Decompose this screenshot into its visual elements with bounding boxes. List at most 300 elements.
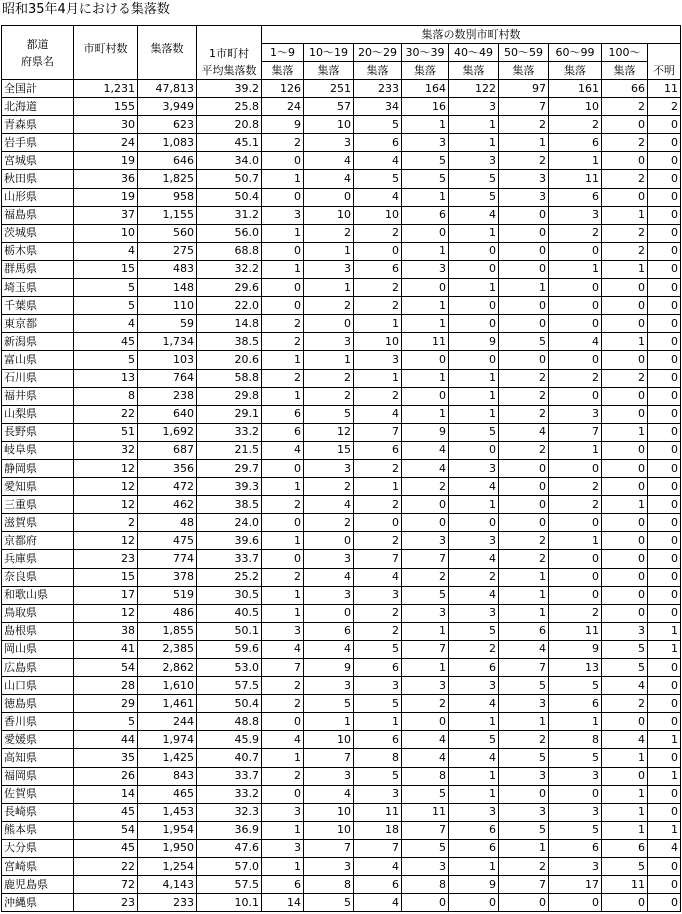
value-cell: 5 <box>304 695 354 713</box>
table-row <box>2 858 681 876</box>
value-cell: 0 <box>499 260 549 278</box>
value-cell: 23 <box>74 894 138 912</box>
value-cell: 1 <box>602 206 648 224</box>
value-cell: 2 <box>354 622 402 640</box>
prefecture-name-cell: 岩手県 <box>2 134 74 152</box>
table-row <box>2 821 681 839</box>
value-cell: 0 <box>648 568 681 586</box>
prefecture-name-cell: 埼玉県 <box>2 279 74 297</box>
value-cell: 623 <box>138 116 197 134</box>
value-cell: 0 <box>648 550 681 568</box>
value-cell: 0 <box>499 351 549 369</box>
value-cell: 12 <box>74 478 138 496</box>
value-cell: 1 <box>304 242 354 260</box>
value-cell: 1,950 <box>138 839 197 857</box>
value-cell: 4 <box>262 731 304 749</box>
value-cell: 0 <box>648 695 681 713</box>
header-municipalities: 市町村数 <box>74 26 138 80</box>
value-cell: 0 <box>648 459 681 477</box>
value-cell: 2 <box>354 459 402 477</box>
value-cell: 7 <box>354 423 402 441</box>
value-cell: 7 <box>499 98 549 116</box>
table-row <box>2 315 681 333</box>
table-row <box>2 405 681 423</box>
header-bin-unit: 集落 <box>262 62 304 80</box>
value-cell: 0 <box>648 170 681 188</box>
value-cell: 6 <box>354 441 402 459</box>
value-cell: 5 <box>354 640 402 658</box>
value-cell: 5 <box>602 659 648 677</box>
table-row <box>2 514 681 532</box>
value-cell: 1 <box>402 622 449 640</box>
value-cell: 17 <box>549 876 602 894</box>
table-row <box>2 713 681 731</box>
value-cell: 5 <box>354 170 402 188</box>
value-cell: 5 <box>402 152 449 170</box>
value-cell: 2 <box>354 224 402 242</box>
value-cell: 1 <box>402 369 449 387</box>
value-cell: 12 <box>74 532 138 550</box>
value-cell: 0 <box>402 496 449 514</box>
value-cell: 2 <box>499 550 549 568</box>
value-cell: 1 <box>602 496 648 514</box>
value-cell: 0 <box>602 514 648 532</box>
value-cell: 1,734 <box>138 333 197 351</box>
value-cell: 6 <box>549 839 602 857</box>
value-cell: 2 <box>602 695 648 713</box>
value-cell: 3 <box>449 98 499 116</box>
value-cell: 9 <box>304 659 354 677</box>
value-cell: 2 <box>449 640 499 658</box>
value-cell: 3 <box>499 695 549 713</box>
value-cell: 4 <box>449 749 499 767</box>
value-cell: 3 <box>449 152 499 170</box>
value-cell: 0 <box>648 532 681 550</box>
value-cell: 5 <box>499 749 549 767</box>
value-cell: 2 <box>304 387 354 405</box>
value-cell: 7 <box>402 640 449 658</box>
value-cell: 10 <box>354 333 402 351</box>
value-cell: 1 <box>648 622 681 640</box>
value-cell: 0 <box>648 423 681 441</box>
value-cell: 50.1 <box>197 622 262 640</box>
table-row <box>2 441 681 459</box>
value-cell: 32.2 <box>197 260 262 278</box>
value-cell: 843 <box>138 767 197 785</box>
value-cell: 1 <box>499 568 549 586</box>
prefecture-name-cell: 茨城県 <box>2 224 74 242</box>
value-cell: 45.9 <box>197 731 262 749</box>
value-cell: 4,143 <box>138 876 197 894</box>
value-cell: 20.8 <box>197 116 262 134</box>
value-cell: 0 <box>648 514 681 532</box>
value-cell: 1 <box>648 821 681 839</box>
value-cell: 5 <box>499 821 549 839</box>
value-cell: 0 <box>549 586 602 604</box>
value-cell: 7 <box>304 749 354 767</box>
value-cell: 0 <box>648 152 681 170</box>
value-cell: 0 <box>449 441 499 459</box>
value-cell: 12 <box>74 459 138 477</box>
value-cell: 0 <box>262 785 304 803</box>
value-cell: 465 <box>138 785 197 803</box>
value-cell: 0 <box>648 116 681 134</box>
prefecture-name-cell: 福島県 <box>2 206 74 224</box>
value-cell: 5 <box>449 170 499 188</box>
table-row <box>2 677 681 695</box>
value-cell: 2 <box>262 695 304 713</box>
value-cell: 161 <box>549 80 602 98</box>
value-cell: 47,813 <box>138 80 197 98</box>
value-cell: 8 <box>304 876 354 894</box>
value-cell: 1 <box>499 839 549 857</box>
header-bin-range: 20〜29 <box>354 44 402 62</box>
value-cell: 38.5 <box>197 496 262 514</box>
value-cell: 0 <box>648 224 681 242</box>
value-cell: 13 <box>74 369 138 387</box>
header-bin-range: 10〜19 <box>304 44 354 62</box>
value-cell: 18 <box>354 821 402 839</box>
value-cell: 7 <box>354 839 402 857</box>
value-cell: 0 <box>602 478 648 496</box>
value-cell: 45 <box>74 333 138 351</box>
value-cell: 1 <box>602 785 648 803</box>
value-cell: 0 <box>304 532 354 550</box>
value-cell: 10 <box>304 821 354 839</box>
value-cell: 1 <box>602 803 648 821</box>
table-row <box>2 604 681 622</box>
value-cell: 5 <box>304 894 354 912</box>
table-row <box>2 839 681 857</box>
value-cell: 5 <box>402 586 449 604</box>
value-cell: 2 <box>449 568 499 586</box>
value-cell: 3 <box>449 677 499 695</box>
value-cell: 57.5 <box>197 876 262 894</box>
value-cell: 3 <box>402 604 449 622</box>
header-average: 1市町村 平均集落数 <box>197 26 262 80</box>
value-cell: 1 <box>262 224 304 242</box>
prefecture-name-cell: 愛知県 <box>2 478 74 496</box>
value-cell: 0 <box>648 785 681 803</box>
value-cell: 4 <box>304 170 354 188</box>
value-cell: 4 <box>449 695 499 713</box>
value-cell: 2 <box>602 170 648 188</box>
value-cell: 2 <box>602 98 648 116</box>
value-cell: 9 <box>449 333 499 351</box>
value-cell: 5 <box>354 767 402 785</box>
value-cell: 9 <box>402 423 449 441</box>
value-cell: 6 <box>549 134 602 152</box>
header-bin-unit: 集落 <box>449 62 499 80</box>
value-cell: 2 <box>354 387 402 405</box>
value-cell: 11 <box>354 803 402 821</box>
value-cell: 0 <box>549 279 602 297</box>
value-cell: 68.8 <box>197 242 262 260</box>
value-cell: 29.7 <box>197 459 262 477</box>
value-cell: 11 <box>602 876 648 894</box>
value-cell: 0 <box>402 224 449 242</box>
prefecture-name-cell: 青森県 <box>2 116 74 134</box>
value-cell: 0 <box>262 152 304 170</box>
value-cell: 30 <box>74 116 138 134</box>
value-cell: 0 <box>602 550 648 568</box>
value-cell: 24.0 <box>197 514 262 532</box>
header-settlements: 集落数 <box>138 26 197 80</box>
value-cell: 30.5 <box>197 586 262 604</box>
value-cell: 4 <box>304 152 354 170</box>
value-cell: 6 <box>354 731 402 749</box>
prefecture-name-cell: 佐賀県 <box>2 785 74 803</box>
table-row <box>2 749 681 767</box>
value-cell: 0 <box>602 315 648 333</box>
value-cell: 5 <box>74 297 138 315</box>
value-cell: 2 <box>499 532 549 550</box>
value-cell: 0 <box>648 858 681 876</box>
value-cell: 0 <box>499 242 549 260</box>
prefecture-name-cell: 鹿児島県 <box>2 876 74 894</box>
table-row <box>2 550 681 568</box>
prefecture-name-cell: 鳥取県 <box>2 604 74 622</box>
prefecture-name-cell: 静岡県 <box>2 459 74 477</box>
value-cell: 2 <box>402 568 449 586</box>
value-cell: 4 <box>304 496 354 514</box>
value-cell: 4 <box>402 459 449 477</box>
value-cell: 72 <box>74 876 138 894</box>
value-cell: 12 <box>304 423 354 441</box>
value-cell: 1 <box>648 640 681 658</box>
value-cell: 4 <box>402 731 449 749</box>
value-cell: 1 <box>549 152 602 170</box>
value-cell: 39.2 <box>197 80 262 98</box>
value-cell: 14 <box>262 894 304 912</box>
value-cell: 4 <box>262 640 304 658</box>
value-cell: 50.4 <box>197 188 262 206</box>
value-cell: 17 <box>74 586 138 604</box>
value-cell: 0 <box>499 785 549 803</box>
table-row <box>2 297 681 315</box>
value-cell: 1,155 <box>138 206 197 224</box>
value-cell: 6 <box>262 423 304 441</box>
value-cell: 1 <box>262 586 304 604</box>
header-prefecture: 都道 府県名 <box>2 26 74 80</box>
value-cell: 5 <box>402 839 449 857</box>
value-cell: 0 <box>602 297 648 315</box>
value-cell: 25.8 <box>197 98 262 116</box>
value-cell: 11 <box>402 803 449 821</box>
value-cell: 2 <box>262 315 304 333</box>
value-cell: 0 <box>262 550 304 568</box>
value-cell: 2 <box>499 858 549 876</box>
value-cell: 0 <box>262 279 304 297</box>
value-cell: 0 <box>262 242 304 260</box>
value-cell: 3 <box>354 785 402 803</box>
value-cell: 0 <box>262 514 304 532</box>
value-cell: 0 <box>602 279 648 297</box>
value-cell: 5 <box>402 785 449 803</box>
prefecture-name-cell: 奈良県 <box>2 568 74 586</box>
value-cell: 22 <box>74 858 138 876</box>
value-cell: 51 <box>74 423 138 441</box>
prefecture-name-cell: 栃木県 <box>2 242 74 260</box>
header-bin-range: 1〜9 <box>262 44 304 62</box>
value-cell: 59.6 <box>197 640 262 658</box>
value-cell: 0 <box>602 188 648 206</box>
value-cell: 1 <box>354 315 402 333</box>
prefecture-name-cell: 香川県 <box>2 713 74 731</box>
value-cell: 0 <box>549 514 602 532</box>
value-cell: 4 <box>549 333 602 351</box>
value-cell: 7 <box>354 550 402 568</box>
table-body <box>2 80 681 912</box>
value-cell: 6 <box>304 622 354 640</box>
value-cell: 356 <box>138 459 197 477</box>
table-row <box>2 224 681 242</box>
value-cell: 1 <box>449 134 499 152</box>
table-row <box>2 351 681 369</box>
value-cell: 6 <box>449 821 499 839</box>
value-cell: 2 <box>354 532 402 550</box>
value-cell: 1,954 <box>138 821 197 839</box>
value-cell: 0 <box>648 441 681 459</box>
value-cell: 155 <box>74 98 138 116</box>
value-cell: 2 <box>262 677 304 695</box>
value-cell: 1 <box>648 767 681 785</box>
value-cell: 1 <box>262 858 304 876</box>
value-cell: 2 <box>262 496 304 514</box>
value-cell: 5 <box>499 333 549 351</box>
value-cell: 0 <box>602 441 648 459</box>
value-cell: 10.1 <box>197 894 262 912</box>
value-cell: 4 <box>449 478 499 496</box>
prefecture-name-cell: 全国計 <box>2 80 74 98</box>
value-cell: 20.6 <box>197 351 262 369</box>
value-cell: 8 <box>74 387 138 405</box>
table-row <box>2 785 681 803</box>
value-cell: 4 <box>354 188 402 206</box>
value-cell: 36 <box>74 170 138 188</box>
prefecture-name-cell: 岡山県 <box>2 640 74 658</box>
value-cell: 5 <box>549 749 602 767</box>
value-cell: 15 <box>304 441 354 459</box>
prefecture-name-cell: 三重県 <box>2 496 74 514</box>
value-cell: 33.2 <box>197 423 262 441</box>
value-cell: 378 <box>138 568 197 586</box>
value-cell: 1 <box>549 532 602 550</box>
value-cell: 0 <box>648 242 681 260</box>
value-cell: 6 <box>354 134 402 152</box>
value-cell: 0 <box>602 532 648 550</box>
value-cell: 2 <box>602 242 648 260</box>
value-cell: 2 <box>499 369 549 387</box>
value-cell: 4 <box>304 785 354 803</box>
value-cell: 6 <box>402 206 449 224</box>
value-cell: 5 <box>402 170 449 188</box>
table-row <box>2 116 681 134</box>
value-cell: 41 <box>74 640 138 658</box>
value-cell: 4 <box>304 640 354 658</box>
value-cell: 6 <box>354 260 402 278</box>
value-cell: 5 <box>354 695 402 713</box>
value-cell: 2 <box>402 695 449 713</box>
value-cell: 8 <box>402 767 449 785</box>
value-cell: 0 <box>549 297 602 315</box>
value-cell: 0 <box>648 876 681 894</box>
value-cell: 0 <box>648 496 681 514</box>
value-cell: 2 <box>354 604 402 622</box>
value-cell: 1 <box>648 731 681 749</box>
value-cell: 29.1 <box>197 405 262 423</box>
prefecture-name-cell: 福岡県 <box>2 767 74 785</box>
table-row <box>2 803 681 821</box>
value-cell: 1 <box>499 713 549 731</box>
value-cell: 110 <box>138 297 197 315</box>
value-cell: 48.8 <box>197 713 262 731</box>
value-cell: 0 <box>499 206 549 224</box>
value-cell: 2 <box>549 604 602 622</box>
value-cell: 3 <box>304 459 354 477</box>
prefecture-name-cell: 山口県 <box>2 677 74 695</box>
value-cell: 2 <box>262 134 304 152</box>
value-cell: 39.6 <box>197 532 262 550</box>
value-cell: 11 <box>402 333 449 351</box>
value-cell: 33.7 <box>197 767 262 785</box>
table-row <box>2 369 681 387</box>
value-cell: 11 <box>648 80 681 98</box>
value-cell: 2 <box>549 369 602 387</box>
prefecture-name-cell: 沖縄県 <box>2 894 74 912</box>
value-cell: 45 <box>74 839 138 857</box>
value-cell: 0 <box>648 894 681 912</box>
value-cell: 1 <box>499 279 549 297</box>
value-cell: 3 <box>262 839 304 857</box>
value-cell: 3 <box>449 532 499 550</box>
value-cell: 1,231 <box>74 80 138 98</box>
value-cell: 0 <box>602 459 648 477</box>
value-cell: 2 <box>304 514 354 532</box>
value-cell: 1 <box>602 749 648 767</box>
value-cell: 7 <box>304 839 354 857</box>
table-row <box>2 279 681 297</box>
prefecture-name-cell: 大分県 <box>2 839 74 857</box>
prefecture-name-cell: 富山県 <box>2 351 74 369</box>
value-cell: 7 <box>499 876 549 894</box>
table-row <box>2 568 681 586</box>
prefecture-name-cell: 福井県 <box>2 387 74 405</box>
value-cell: 0 <box>602 387 648 405</box>
value-cell: 5 <box>354 116 402 134</box>
table-row <box>2 80 681 98</box>
value-cell: 687 <box>138 441 197 459</box>
value-cell: 2,385 <box>138 640 197 658</box>
value-cell: 2 <box>648 98 681 116</box>
value-cell: 5 <box>74 713 138 731</box>
prefecture-name-cell: 岐阜県 <box>2 441 74 459</box>
value-cell: 1 <box>449 116 499 134</box>
value-cell: 483 <box>138 260 197 278</box>
table-row <box>2 423 681 441</box>
value-cell: 4 <box>354 152 402 170</box>
value-cell: 0 <box>648 713 681 731</box>
value-cell: 1,692 <box>138 423 197 441</box>
value-cell: 1,461 <box>138 695 197 713</box>
value-cell: 1 <box>262 749 304 767</box>
value-cell: 4 <box>449 550 499 568</box>
value-cell: 646 <box>138 152 197 170</box>
value-cell: 238 <box>138 387 197 405</box>
value-cell: 4 <box>499 640 549 658</box>
prefecture-name-cell: 新潟県 <box>2 333 74 351</box>
value-cell: 486 <box>138 604 197 622</box>
